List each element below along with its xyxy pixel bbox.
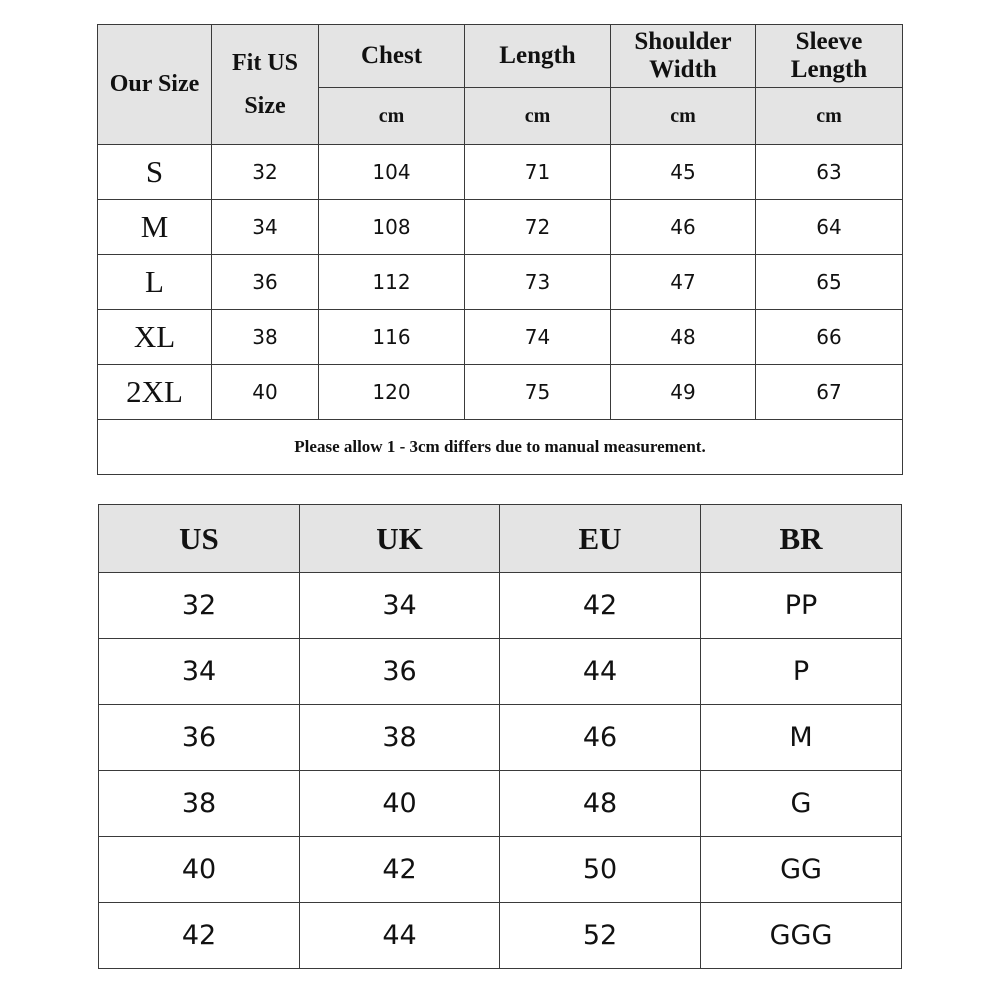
size-label: L [98, 255, 212, 310]
size-row [98, 310, 903, 365]
size-conversion-table [98, 504, 902, 969]
length-value: 75 [465, 365, 611, 420]
eu-value: 50 [500, 837, 701, 903]
br-value: G [701, 771, 902, 837]
uk-value: 40 [300, 771, 500, 837]
fit-us-value: 34 [212, 200, 319, 255]
shoulder-value: 45 [611, 145, 756, 200]
sleeve-value: 64 [756, 200, 903, 255]
size-row [98, 365, 903, 420]
sleeve-value: 66 [756, 310, 903, 365]
header-us: US [99, 505, 300, 573]
length-value: 74 [465, 310, 611, 365]
unit-shoulder-width: cm [611, 88, 756, 145]
length-value: 72 [465, 200, 611, 255]
br-value: P [701, 639, 902, 705]
uk-value: 38 [300, 705, 500, 771]
shoulder-value: 49 [611, 365, 756, 420]
size-chart-table [97, 24, 903, 475]
uk-value: 44 [300, 903, 500, 969]
chest-value: 108 [319, 200, 465, 255]
size-label: 2XL [98, 365, 212, 420]
conversion-row [99, 837, 902, 903]
eu-value: 46 [500, 705, 701, 771]
uk-value: 34 [300, 573, 500, 639]
header-shoulder-width: Shoulder Width [611, 25, 756, 88]
br-value: GGG [701, 903, 902, 969]
br-value: M [701, 705, 902, 771]
chest-value: 104 [319, 145, 465, 200]
fit-us-value: 32 [212, 145, 319, 200]
fit-us-value: 38 [212, 310, 319, 365]
header-fit-us-size: Fit US Size [212, 25, 319, 145]
uk-value: 36 [300, 639, 500, 705]
size-label: XL [98, 310, 212, 365]
size-row [98, 200, 903, 255]
uk-value: 42 [300, 837, 500, 903]
shoulder-value: 48 [611, 310, 756, 365]
measurement-note: Please allow 1 - 3cm differs due to manual measurement. [98, 420, 903, 475]
sleeve-value: 65 [756, 255, 903, 310]
eu-value: 42 [500, 573, 701, 639]
header-uk: UK [300, 505, 500, 573]
fit-us-value: 40 [212, 365, 319, 420]
chest-value: 112 [319, 255, 465, 310]
unit-chest: cm [319, 88, 465, 145]
sleeve-value: 63 [756, 145, 903, 200]
unit-sleeve-length: cm [756, 88, 903, 145]
us-value: 32 [99, 573, 300, 639]
us-value: 42 [99, 903, 300, 969]
chest-value: 116 [319, 310, 465, 365]
br-value: PP [701, 573, 902, 639]
size-row [98, 145, 903, 200]
header-br: BR [701, 505, 902, 573]
us-value: 36 [99, 705, 300, 771]
length-value: 73 [465, 255, 611, 310]
shoulder-value: 46 [611, 200, 756, 255]
sleeve-value: 67 [756, 365, 903, 420]
shoulder-value: 47 [611, 255, 756, 310]
us-value: 38 [99, 771, 300, 837]
br-value: GG [701, 837, 902, 903]
eu-value: 52 [500, 903, 701, 969]
conversion-row [99, 573, 902, 639]
eu-value: 44 [500, 639, 701, 705]
header-length: Length [465, 25, 611, 88]
us-value: 40 [99, 837, 300, 903]
fit-us-value: 36 [212, 255, 319, 310]
header-sleeve-length: Sleeve Length [756, 25, 903, 88]
conversion-row [99, 639, 902, 705]
conversion-row [99, 705, 902, 771]
header-chest: Chest [319, 25, 465, 88]
length-value: 71 [465, 145, 611, 200]
conversion-row [99, 771, 902, 837]
header-our-size: Our Size [98, 25, 212, 145]
size-label: S [98, 145, 212, 200]
us-value: 34 [99, 639, 300, 705]
conversion-row [99, 903, 902, 969]
unit-length: cm [465, 88, 611, 145]
size-label: M [98, 200, 212, 255]
chest-value: 120 [319, 365, 465, 420]
eu-value: 48 [500, 771, 701, 837]
header-eu: EU [500, 505, 701, 573]
size-row [98, 255, 903, 310]
